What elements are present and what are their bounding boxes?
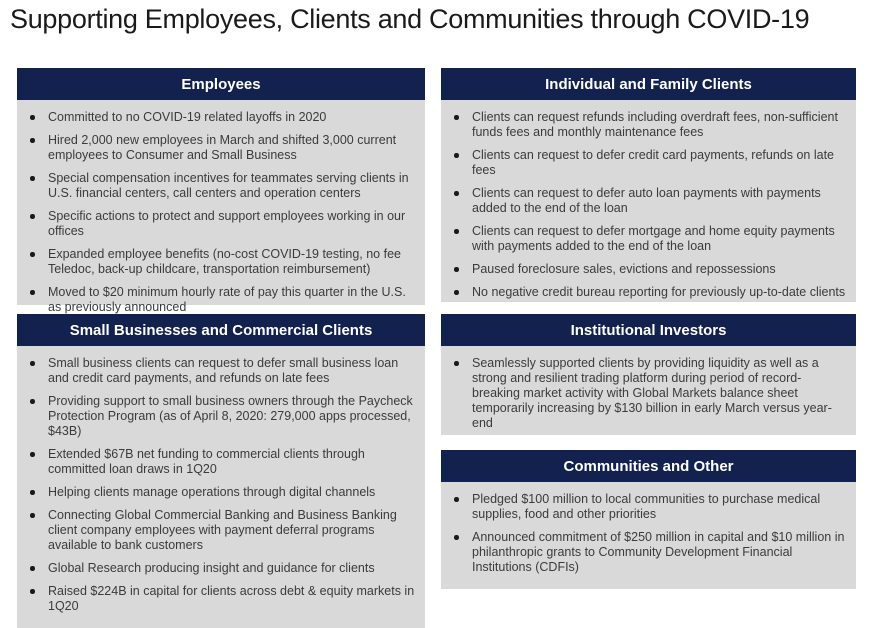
panel-body — [441, 482, 856, 589]
panel-body — [17, 100, 425, 329]
panel-header: Small Businesses and Commercial Clients — [17, 314, 425, 346]
bullet-item: Clients can request to defer credit card payments, refunds on late fees — [451, 148, 846, 178]
bullet-item: Committed to no COVID-19 related layoffs in 2020 — [27, 110, 415, 125]
bullet-item: Providing support to small business owners through the Paycheck Protection Program (as of April 8, 2020: 279,000 apps processed, $43B) — [27, 394, 415, 439]
panel-columns — [17, 68, 856, 613]
bullet-list — [27, 356, 415, 614]
panel-header: Individual and Family Clients — [441, 68, 856, 100]
panel-body — [441, 100, 856, 314]
panel-individual-and-family-clients — [441, 68, 856, 302]
bullet-item: Small business clients can request to defer small business loan and credit card payments, and refunds on late fees — [27, 356, 415, 386]
panel-institutional-investors — [441, 314, 856, 435]
bullet-item: Hired 2,000 new employees in March and shifted 3,000 current employees to Consumer and Small Business — [27, 133, 415, 163]
bullet-item: Moved to $20 minimum hourly rate of pay this quarter in the U.S. as previously announced — [27, 285, 415, 315]
panel-body — [17, 346, 425, 628]
panel-communities-and-other — [441, 450, 856, 589]
panel-body — [441, 346, 856, 445]
bullet-item: Specific actions to protect and support employees working in our offices — [27, 209, 415, 239]
bullet-item: Extended $67B net funding to commercial clients through committed loan draws in 1Q20 — [27, 447, 415, 477]
bullet-list — [451, 356, 846, 431]
bullet-item: No negative credit bureau reporting for previously up-to-date clients — [451, 285, 846, 300]
panel-header: Employees — [17, 68, 425, 100]
bullet-item: Clients can request to defer mortgage and home equity payments with payments added to the end of the loan — [451, 224, 846, 254]
page-title: Supporting Employees, Clients and Communities through COVID-19 — [10, 4, 810, 34]
bullet-list — [451, 110, 846, 300]
right-column — [441, 68, 856, 588]
bullet-item: Seamlessly supported clients by providing liquidity as well as a strong and resilient trading platform during period of record-breaking market activity with Global Markets balance sheet temporarily increasing by $130 billion in early March versus year-end — [451, 356, 846, 431]
bullet-item: Pledged $100 million to local communities to purchase medical supplies, food and other priorities — [451, 492, 846, 522]
bullet-item: Special compensation incentives for teammates serving clients in U.S. financial centers, call centers and operation centers — [27, 171, 415, 201]
bullet-item: Paused foreclosure sales, evictions and repossessions — [451, 262, 846, 277]
panel-employees — [17, 68, 425, 314]
panel-small-businesses-and-commercial-clients — [17, 314, 425, 628]
bullet-item: Announced commitment of $250 million in capital and $10 million in philanthropic grants to Community Development Financial Institutions (CDFIs) — [451, 530, 846, 575]
bullet-item: Expanded employee benefits (no-cost COVID-19 testing, no fee Teledoc, back-up childcare, transportation reimbursement) — [27, 247, 415, 277]
bullet-list — [27, 110, 415, 315]
bullet-item: Raised $224B in capital for clients across debt & equity markets in 1Q20 — [27, 584, 415, 614]
bullet-item: Global Research producing insight and guidance for clients — [27, 561, 415, 576]
bullet-item: Clients can request refunds including overdraft fees, non-sufficient funds fees and monthly maintenance fees — [451, 110, 846, 140]
left-column — [17, 68, 425, 613]
panel-header: Communities and Other — [441, 450, 856, 482]
bullet-item: Helping clients manage operations through digital channels — [27, 485, 415, 500]
panel-header: Institutional Investors — [441, 314, 856, 346]
bullet-item: Connecting Global Commercial Banking and Business Banking client company employees with payment deferral programs available to bank customers — [27, 508, 415, 553]
bullet-list — [451, 492, 846, 575]
bullet-item: Clients can request to defer auto loan payments with payments added to the end of the loan — [451, 186, 846, 216]
